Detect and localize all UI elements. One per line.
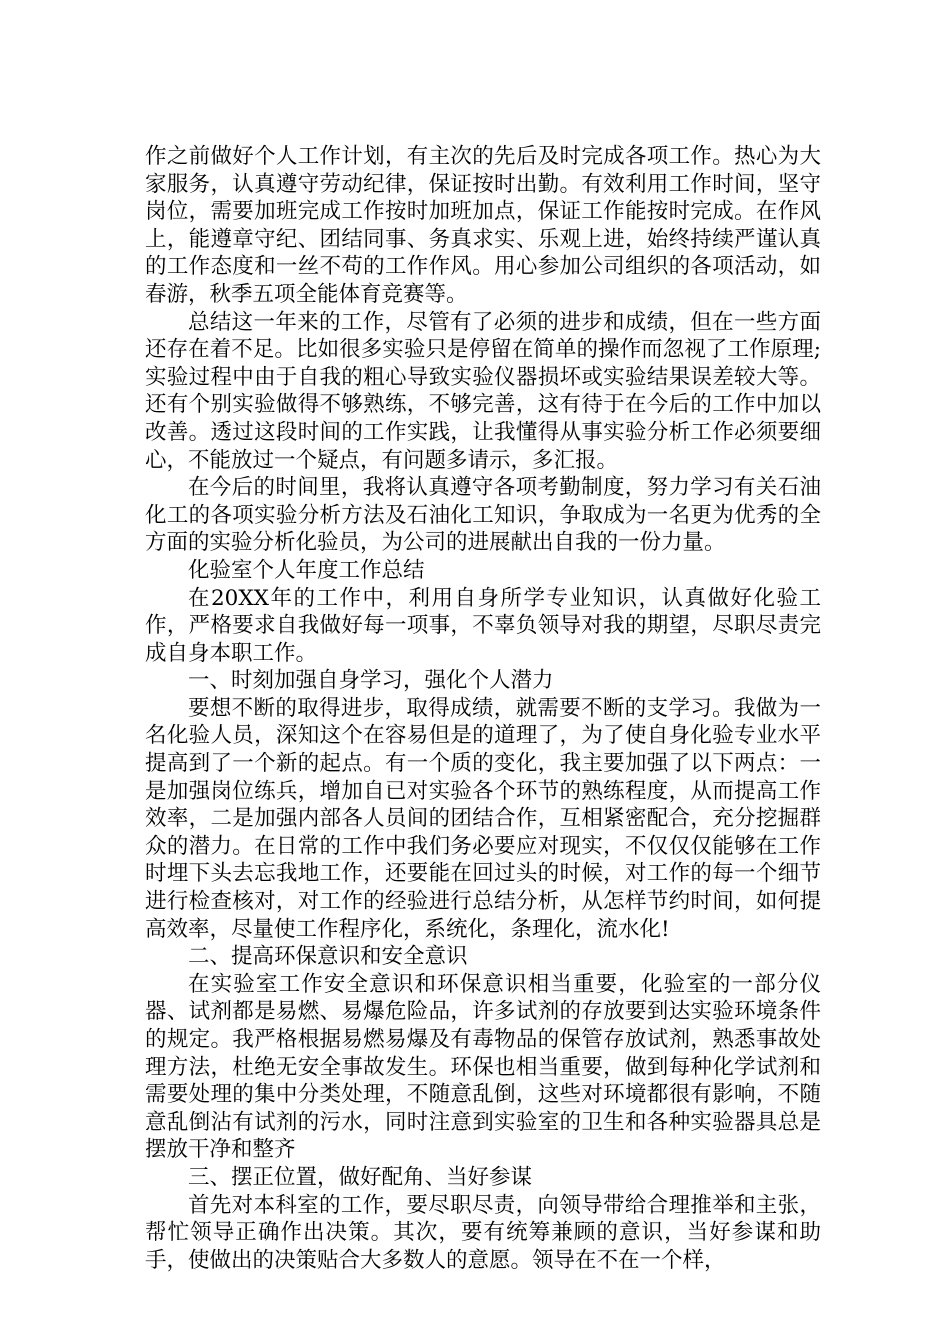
section-title: 化验室个人年度工作总结 — [188, 557, 425, 583]
paragraph: 在实验室工作安全意识和环保意识相当重要，化验室的一部分仪器、试剂都是易燃、易爆危险品，许多试剂的存放要到达实验环境条件的规定。我严格根据易燃易爆及有毒物品的保管存放试剂，熟悉事故处理方法，杜绝无安全事故发生。环保也相当重要，做到每种化学试剂和需要处理的集中分类处理，不随意乱倒，这些对环境都很有影响，不随意乱倒沾有试剂的污水，同时注意到实验室的卫生和各种实验器具总是摆放干净和整齐 — [145, 971, 821, 1163]
paragraph: 在今后的时间里，我将认真遵守各项考勤制度，努力学习有关石油化工的各项实验分析方法及石油化工知识，争取成为一名更为优秀的全方面的实验分析化验员，为公司的进展献出自我的一份力量。 — [145, 475, 821, 556]
paragraph: 作之前做好个人工作计划，有主次的先后及时完成各项工作。热心为大家服务，认真遵守劳动纪律，保证按时出勤。有效利用工作时间，坚守岗位，需要加班完成工作按时加班加点，保证工作能按时完成。在作风上，能遵章守纪、团结同事、务真求实、乐观上进，始终持续严谨认真的工作态度和一丝不苟的工作作风。用心参加公司组织的各项活动，如春游，秋季五项全能体育竞赛等。 — [145, 144, 821, 307]
section-heading: 一、时刻加强自身学习，强化个人潜力 — [188, 668, 554, 694]
paragraph: 在20XX年的工作中，利用自身所学专业知识，认真做好化验工作，严格要求自我做好每一项事，不辜负领导对我的期望，尽职尽责完成自身本职工作。 — [145, 585, 821, 666]
section-heading: 三、摆正位置，做好配角、当好参谋 — [188, 1164, 533, 1190]
paragraph: 要想不断的取得进步，取得成绩，就需要不断的支学习。我做为一名化验人员，深知这个在容易但是的道理了，为了使自身化验专业水平提高到了一个新的起点。有一个质的变化，我主要加强了以下两点：一是加强岗位练兵，增加自已对实验各个环节的熟练程度，从而提高工作效率，二是加强内部各人员间的团结合作，互相紧密配合，充分挖掘群众的潜力。在日常的工作中我们务必要应对现实，不仅仅仅能够在工作时埋下头去忘我地工作，还要能在回过头的时候，对工作的每一个细节进行检查核对，对工作的经验进行总结分析，从怎样节约时间，如何提高效率，尽量使工作程序化，系统化，条理化，流水化! — [145, 695, 821, 942]
paragraph: 首先对本科室的工作，要尽职尽责，向领导带给合理推举和主张，帮忙领导正确作出决策。其次，要有统筹兼顾的意识，当好参谋和助手，使做出的决策贴合大多数人的意愿。领导在不在一个样， — [145, 1192, 821, 1273]
section-heading: 二、提高环保意识和安全意识 — [188, 944, 468, 970]
paragraph: 总结这一年来的工作，尽管有了必须的进步和成绩，但在一些方面还存在着不足。比如很多实验只是停留在简单的操作而忽视了工作原理;实验过程中由于自我的粗心导致实验仪器损坏或实验结果误差较大等。还有个别实验做得不够熟练，不够完善，这有待于在今后的工作中加以改善。透过这段时间的工作实践，让我懂得从事实验分析工作必须要细心，不能放过一个疑点，有问题多请示，多汇报。 — [145, 309, 821, 473]
document-body — [145, 143, 821, 1274]
